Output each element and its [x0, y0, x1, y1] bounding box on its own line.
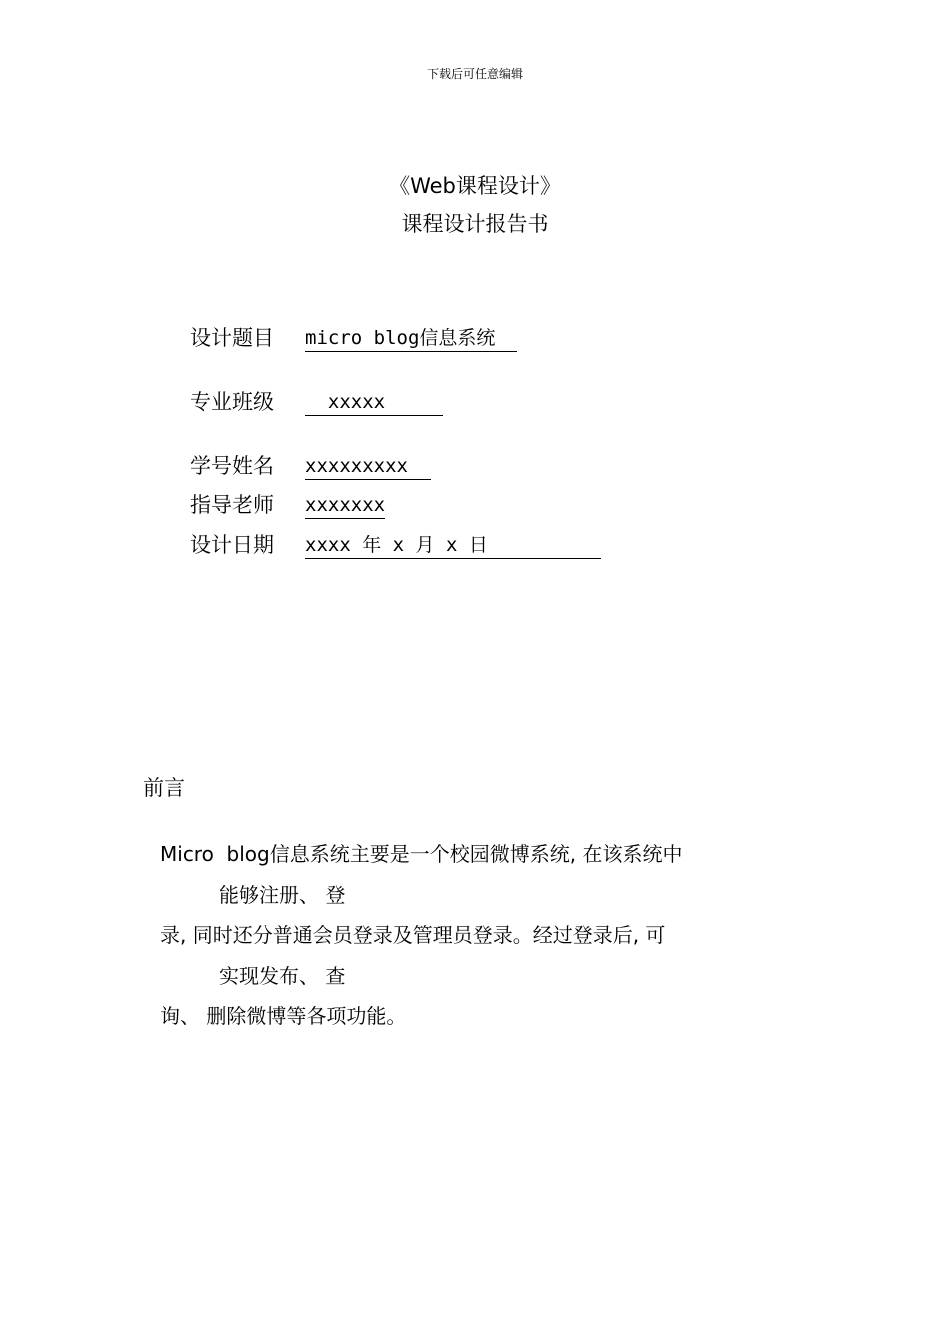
class-value: xxxxx	[305, 389, 443, 416]
topic-value: micro blog信息系统	[305, 325, 517, 352]
student-label: 学号姓名	[190, 454, 274, 478]
document-title: 《Web课程设计》	[389, 174, 561, 198]
date-label: 设计日期	[190, 533, 274, 557]
preface-heading: 前言	[143, 776, 185, 800]
teacher-label: 指导老师	[190, 493, 274, 517]
preface-line: 录, 同时还分普通会员登录及管理员登录。经过登录后, 可	[160, 923, 666, 947]
preface-line: 能够注册、 登	[219, 883, 346, 907]
student-value: xxxxxxxxx	[305, 453, 431, 480]
preface-line: 实现发布、 查	[219, 964, 346, 988]
date-value: xxxx 年 x 月 x 日	[305, 532, 601, 559]
teacher-value: xxxxxxx	[305, 492, 385, 519]
topic-label: 设计题目	[190, 326, 274, 350]
preface-line: Micro blog信息系统主要是一个校园微博系统, 在该系统中	[160, 842, 683, 866]
preface-line: 询、 删除微博等各项功能。	[160, 1004, 407, 1028]
class-label: 专业班级	[190, 390, 274, 414]
page-header: 下载后可任意编辑	[426, 67, 523, 81]
document-subtitle: 课程设计报告书	[401, 212, 549, 236]
